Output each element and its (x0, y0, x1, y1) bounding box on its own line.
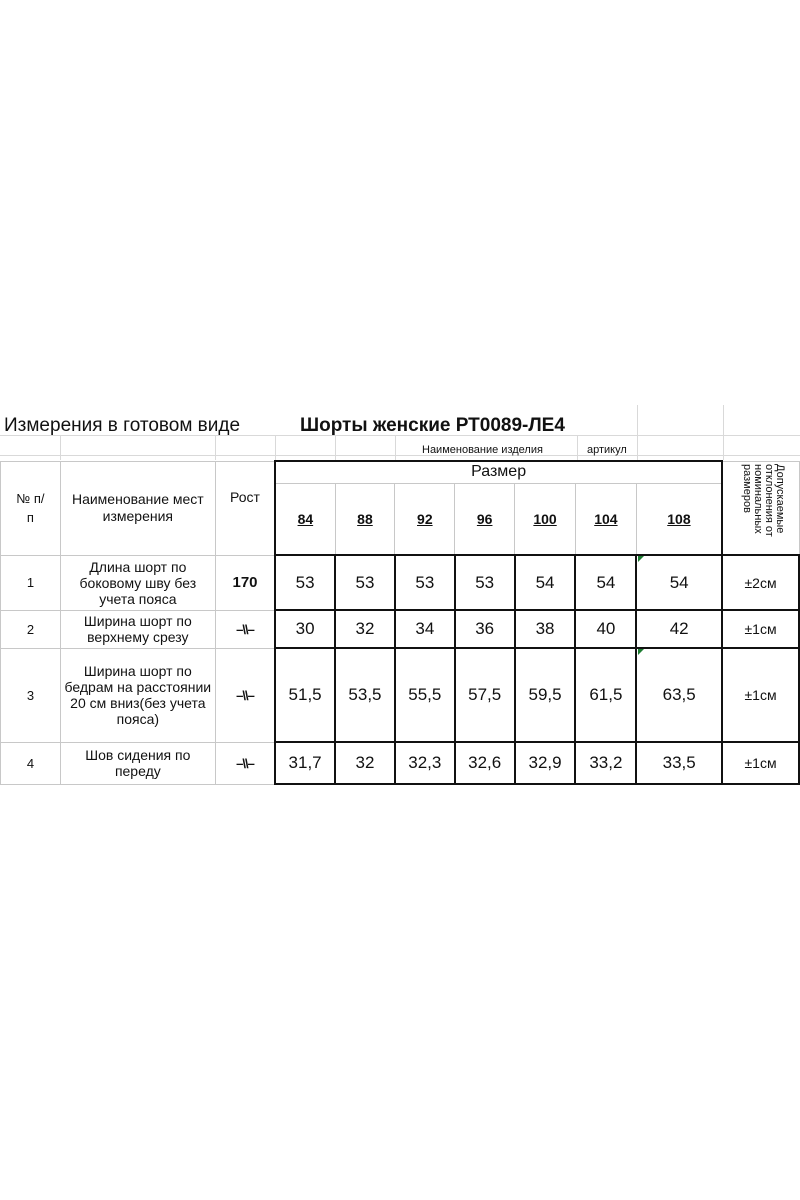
measurement-sheet (0, 405, 800, 785)
product-title: Шорты женские РТ0089-ЛЕ4 (300, 415, 565, 436)
header-size: Размер (275, 461, 722, 483)
row-value: 53,5 (335, 648, 395, 742)
row-tolerance: ±2см (722, 555, 799, 610)
row-value: 31,7 (275, 742, 335, 784)
row-value: 63,5 (636, 648, 722, 742)
row-value: 38 (515, 610, 576, 648)
size-108: 108 (636, 483, 722, 555)
row-value: 32 (335, 610, 395, 648)
table-row (1, 742, 800, 784)
comment-marker-icon (638, 556, 644, 562)
size-84: 84 (275, 483, 335, 555)
row-value: 32,9 (515, 742, 576, 784)
row-tolerance: ±1см (722, 742, 799, 784)
row-value: 30 (275, 610, 335, 648)
size-100: 100 (515, 483, 576, 555)
table-row (1, 610, 800, 648)
row-value: 54 (575, 555, 636, 610)
row-num: 2 (1, 610, 61, 648)
row-value: 32,3 (395, 742, 455, 784)
row-height: –\\– (215, 610, 275, 648)
row-height: 170 (215, 555, 275, 610)
header-num (1, 461, 61, 555)
row-value: 36 (455, 610, 515, 648)
row-value: 51,5 (275, 648, 335, 742)
table-row (1, 648, 800, 742)
row-tolerance: ±1см (722, 648, 799, 742)
size-88: 88 (335, 483, 395, 555)
row-height: –\\– (215, 648, 275, 742)
comment-marker-icon (638, 649, 644, 655)
row-height: –\\– (215, 742, 275, 784)
header-height: Рост (215, 461, 275, 555)
size-104: 104 (575, 483, 636, 555)
table-row (1, 555, 800, 610)
row-value: 32 (335, 742, 395, 784)
row-value: 53 (455, 555, 515, 610)
row-value: 53 (335, 555, 395, 610)
row-value: 61,5 (575, 648, 636, 742)
row-name: Длина шорт по боковому шву без учета пояса (60, 555, 215, 610)
article-label: артикул (587, 444, 627, 456)
row-value: 33,5 (636, 742, 722, 784)
header-num-text: № п/п (16, 491, 45, 525)
row-value: 53 (395, 555, 455, 610)
row-name: Шов сидения по переду (60, 742, 215, 784)
row-value: 54 (515, 555, 576, 610)
row-name: Ширина шорт по верхнему срезу (60, 610, 215, 648)
row-value: 33,2 (575, 742, 636, 784)
product-name-label: Наименование изделия (422, 444, 543, 456)
sheet-caption: Измерения в готовом виде (4, 415, 241, 436)
size-96: 96 (455, 483, 515, 555)
row-value: 53 (275, 555, 335, 610)
size-92: 92 (395, 483, 455, 555)
row-tolerance: ±1см (722, 610, 799, 648)
row-value: 40 (575, 610, 636, 648)
row-num: 3 (1, 648, 61, 742)
row-value: 57,5 (455, 648, 515, 742)
row-value: 42 (636, 610, 722, 648)
row-name: Ширина шорт по бедрам на расстоянии 20 см вниз(без учета пояса) (60, 648, 215, 742)
header-tolerance: Допускаемые отклонения от номинальных размеров (722, 461, 799, 555)
row-value: 59,5 (515, 648, 576, 742)
row-value: 32,6 (455, 742, 515, 784)
row-value: 55,5 (395, 648, 455, 742)
row-value: 34 (395, 610, 455, 648)
measurement-table (0, 460, 800, 785)
row-value: 54 (636, 555, 722, 610)
row-num: 1 (1, 555, 61, 610)
header-place-name: Наименование мест измерения (60, 461, 215, 555)
row-num: 4 (1, 742, 61, 784)
